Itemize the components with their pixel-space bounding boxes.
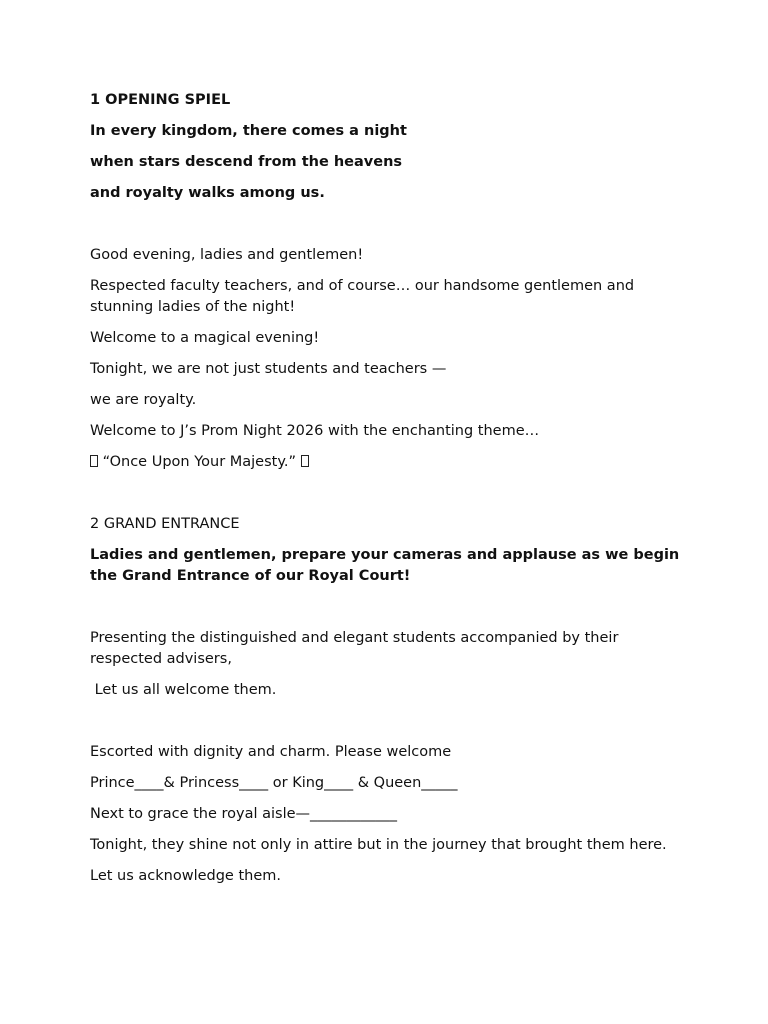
document-page — [90, 90, 680, 897]
section-heading-grand-entrance: 2 GRAND ENTRANCE — [90, 516, 240, 532]
blank-line — [90, 711, 680, 732]
greeting-line: Good evening, ladies and gentlemen! — [90, 247, 364, 263]
intro-line-2: when stars descend from the heavens — [90, 154, 403, 170]
blank-line — [90, 483, 680, 504]
next-aisle-line: Next to grace the royal aisle—____________ — [90, 806, 398, 822]
presenting-line: Presenting the distinguished and elegant students accompanied by their respected advisers, — [90, 630, 619, 667]
blank-line — [90, 597, 680, 618]
prom-night-line: Welcome to J’s Prom Night 2026 with the enchanting theme… — [90, 423, 540, 439]
shine-line: Tonight, they shine not only in attire but in the journey that brought them here. — [90, 837, 667, 853]
missing-glyph-icon — [90, 455, 98, 467]
welcome-evening-line: Welcome to a magical evening! — [90, 330, 320, 346]
acknowledge-line: Let us acknowledge them. — [90, 868, 281, 884]
respected-line: Respected faculty teachers, and of course… our handsome gentlemen and stunning ladies of the night! — [90, 278, 635, 315]
missing-glyph-icon — [301, 455, 309, 467]
grand-entrance-lead: Ladies and gentlemen, prepare your cameras and applause as we begin the Grand Entrance of our Royal Court! — [90, 547, 680, 584]
royalty-line: we are royalty. — [90, 392, 197, 408]
intro-line-3: and royalty walks among us. — [90, 185, 325, 201]
section-heading-opening-spiel: 1 OPENING SPIEL — [90, 92, 231, 108]
escort-line: Escorted with dignity and charm. Please welcome — [90, 744, 452, 760]
theme-line — [90, 452, 680, 473]
intro-line-1: In every kingdom, there comes a night — [90, 123, 407, 139]
theme-text: “Once Upon Your Majesty.” — [98, 454, 301, 470]
welcome-them-line: Let us all welcome them. — [90, 682, 277, 698]
names-line: Prince____& Princess____ or King____ & Queen_____ — [90, 775, 458, 791]
blank-line — [90, 214, 680, 235]
tonight-line: Tonight, we are not just students and teachers — — [90, 361, 447, 377]
